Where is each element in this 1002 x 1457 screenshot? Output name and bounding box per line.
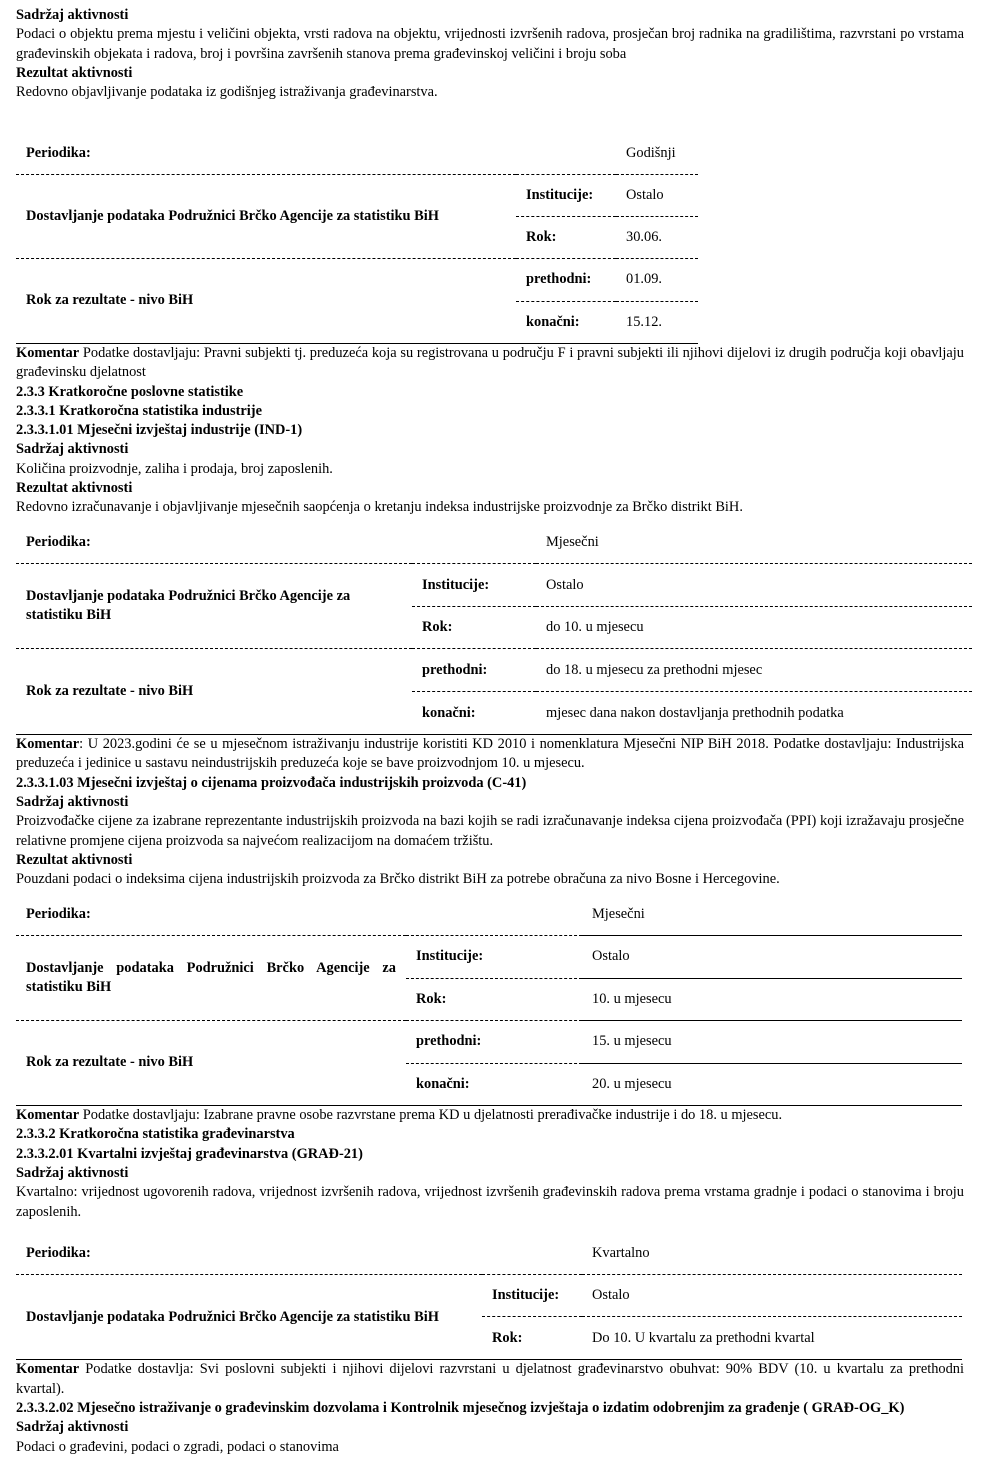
rok-label: Rok: [526, 228, 557, 245]
rezultat-text: Redovno izračunavanje i objavljivanje mjesečnih saopćenja o kretanju indeksa industrijske proizvodnje za Brčko distrikt BiH. [16, 499, 743, 516]
rok-rezultate-label: Rok za rezultate - nivo BiH [26, 683, 194, 699]
sadrzaj-heading: Sadržaj aktivnosti [16, 794, 129, 811]
rok-value: 10. u mjesecu [582, 979, 962, 1021]
komentar-label: Komentar [16, 1107, 80, 1124]
periodika-label: Periodika: [16, 894, 582, 936]
sadrzaj-heading: Sadržaj aktivnosti [16, 1419, 129, 1436]
komentar-label: Komentar [16, 736, 80, 753]
sadrzaj-heading: Sadržaj aktivnosti [16, 7, 129, 23]
institucije-label: Institucije: [412, 564, 536, 607]
dostavljanje-label: Dostavljanje podataka Podružnici Brčko Agencije za statistiku BiH [16, 564, 412, 649]
periodika-value: Kvartalno [592, 1244, 650, 1261]
activity-table-ind1 [16, 522, 972, 736]
konacni-label: konačni: [416, 1075, 470, 1092]
institucije-value: Ostalo [582, 936, 962, 979]
institucije-label: Institucije: [406, 936, 582, 979]
institucije-value: Ostalo [616, 174, 698, 216]
rok-value: do 10. u mjesecu [546, 619, 644, 635]
rok-value: Do 10. U kvartalu za prethodni kvartal [592, 1329, 815, 1346]
sadrzaj-text: Podaci o građevini, podaci o zgradi, podaci o stanovima [16, 1438, 339, 1455]
rok-label: Rok: [406, 979, 582, 1021]
rok-rezultate-label: Rok za rezultate - nivo BiH [26, 1054, 194, 1071]
sadrzaj-text: Podaci o objektu prema mjestu i veličini objekta, vrsti radova na objektu, vrijednosti izvršenih radova, prosječan broj radnika na gradilištima, razvrstani po vrstama građevinskih objekata i radova, broj i površina završenih stanova prema građevinskoj veličini i broju soba [16, 26, 964, 62]
section-heading: 2.3.3.1.01 Mjesečni izvještaj industrije (IND-1) [16, 422, 303, 439]
rok-rezultate-label: Rok za rezultate - nivo BiH [26, 292, 194, 309]
komentar-paragraph [16, 735, 964, 774]
rok-label: Rok: [422, 619, 453, 635]
konacni-label: konačni: [526, 313, 580, 330]
institucije-label: Institucije: [482, 1275, 582, 1317]
konacni-value: 15.12. [626, 313, 662, 330]
periodika-label: Periodika: [26, 1244, 91, 1261]
rezultat-heading: Rezultat aktivnosti [16, 480, 133, 497]
komentar-text: Podatke dostavljaju: Pravni subjekti tj. preduzeća koja su registrovana u području F i pravni subjekti ili njihovi dijelovi iz drugih područja koji obavljaju građevinsku djelatnost [16, 344, 964, 381]
sadrzaj-text: Količina proizvodnje, zaliha i prodaja, broj zaposlenih. [16, 460, 333, 477]
section-heading: 2.3.3.1.03 Mjesečni izvještaj o cijenama proizvođača industrijskih proizvoda (C-41) [16, 774, 527, 791]
document-page [16, 6, 964, 1457]
sadrzaj-heading: Sadržaj aktivnosti [16, 441, 129, 458]
komentar-text: Podatke dostavlja: Svi poslovni subjekti i njihovi dijelovi razvrstani u djelatnost građevinarstvo obuhvat: 90% BDV (10. u kvartalu za prethodni kvartal). [16, 1361, 964, 1397]
prethodni-label: prethodni: [406, 1021, 582, 1064]
dostavljanje-label: Dostavljanje podataka Podružnici Brčko Agencije za statistiku BiH [26, 1308, 439, 1325]
periodika-label: Periodika: [26, 144, 91, 161]
komentar-paragraph [16, 1360, 964, 1399]
dostavljanje-label: Dostavljanje podataka Podružnici Brčko Agencije za statistiku BiH [16, 174, 516, 258]
rezultat-heading: Rezultat aktivnosti [16, 64, 133, 81]
section-heading: 2.3.3 Kratkoročne poslovne statistike [16, 383, 244, 400]
periodika-value: Godišnji [626, 144, 676, 161]
rezultat-text: Pouzdani podaci o indeksima cijena industrijskih proizvoda za Brčko distrikt BiH za potrebe obračuna za nivo Bosne i Hercegovine. [16, 871, 780, 888]
sadrzaj-heading: Sadržaj aktivnosti [16, 1164, 129, 1181]
komentar-text: Podatke dostavljaju: Izabrane pravne osobe razvrstane prema KD u djelatnosti prerađivačke industrije i do 18. u mjesecu. [79, 1107, 783, 1124]
prethodni-value: 15. u mjesecu [582, 1021, 962, 1064]
prethodni-value: 01.09. [616, 258, 698, 301]
rok-label: Rok: [492, 1329, 523, 1346]
dostavljanje-label: Dostavljanje podataka Podružnici Brčko Agencije za statistiku BiH [16, 936, 406, 1021]
section-heading: 2.3.3.2 Kratkoročna statistika građevinarstva [16, 1126, 295, 1143]
institucije-label: Institucije: [516, 174, 616, 216]
section-heading: 2.3.3.2.01 Kvartalni izvještaj građevinarstva (GRAĐ-21) [16, 1145, 363, 1162]
activity-table-grad21 [16, 1233, 962, 1361]
section-heading: 2.3.3.1 Kratkoročna statistika industrije [16, 402, 262, 419]
sadrzaj-text: Proizvođačke cijene za izabrane reprezentante industrijskih proizvoda na bazi kojih se radi izračunavanje indeksa cijena proizvođača (PPI) koji izražavaju prosječne relativne promjene cijena proizvoda sa najvećom realizacijom na domaćem tržištu. [16, 813, 964, 849]
komentar-paragraph [16, 344, 964, 383]
konacni-label: konačni: [422, 704, 476, 721]
rok-value: 30.06. [626, 228, 662, 245]
activity-table-annual [16, 132, 698, 344]
periodika-value: Mjesečni [546, 533, 599, 550]
prethodni-label: prethodni: [412, 649, 536, 692]
komentar-label: Komentar [16, 344, 80, 361]
sadrzaj-text: Kvartalno: vrijednost ugovorenih radova, vrijednost izvršenih radova, vrijednost izvršenih građevinskih radova prema vrstama gradnje i podaci o stanovima i broju zaposlenih. [16, 1184, 964, 1220]
rezultat-heading: Rezultat aktivnosti [16, 851, 133, 868]
institucije-value: Ostalo [582, 1275, 962, 1317]
prethodni-value: do 18. u mjesecu za prethodni mjesec [536, 649, 972, 692]
rezultat-text: Redovno objavljivanje podataka iz godišnjeg istraživanja građevinarstva. [16, 84, 438, 101]
konacni-value: 20. u mjesecu [592, 1075, 672, 1092]
section-heading: 2.3.3.2.02 Mjesečno istraživanje o građevinskim dozvolama i Kontrolnik mjesečnog izvještaja o izdatim odobrenjim za građenje ( GRAĐ-OG_K) [16, 1399, 905, 1416]
komentar-paragraph [16, 1106, 964, 1125]
periodika-label: Periodika: [26, 533, 91, 550]
konacni-value: mjesec dana nakon dostavljanja prethodnih podatka [546, 704, 844, 721]
komentar-text: : U 2023.godini će se u mjesečnom istraživanju industrije koristiti KD 2010 i nomenklatura Mjesečni NIP BiH 2018. Podatke dostavljaju: Industrijska preduzeća i jedinice u sastavu neindustrijskih preduzeća koje se bave proizvodnjom 10. u mjesecu. [16, 736, 964, 772]
institucije-value: Ostalo [536, 564, 972, 607]
komentar-label: Komentar [16, 1361, 80, 1378]
activity-table-c41 [16, 894, 962, 1107]
prethodni-label: prethodni: [516, 258, 616, 301]
periodika-value: Mjesečni [582, 894, 962, 936]
